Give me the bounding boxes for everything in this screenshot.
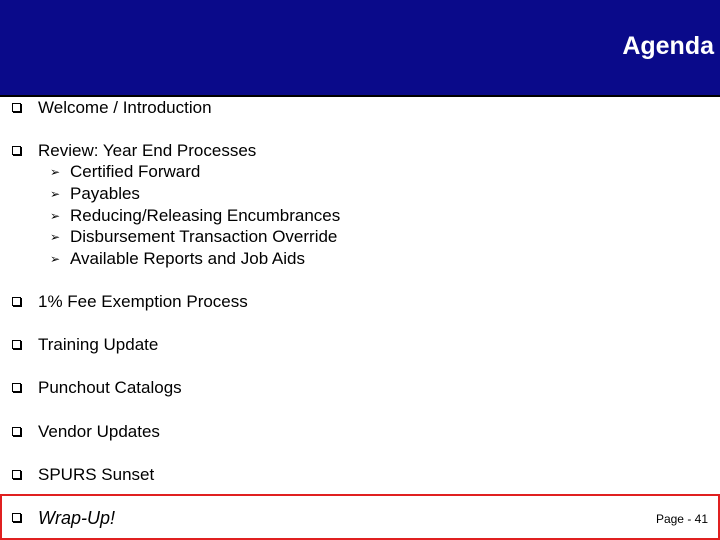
arrow-right-icon: ➢ — [50, 187, 61, 201]
checkbox-square-icon — [12, 513, 21, 522]
checkbox-square-icon — [12, 340, 21, 349]
header-bar — [0, 0, 720, 95]
checkbox-square-icon — [12, 297, 21, 306]
checkbox-square-icon — [12, 146, 21, 155]
checkbox-square-icon — [12, 383, 21, 392]
arrow-right-icon: ➢ — [50, 165, 61, 179]
arrow-right-icon: ➢ — [50, 209, 61, 223]
checkbox-square-icon — [12, 470, 21, 479]
checkbox-square-icon — [12, 103, 21, 112]
checkbox-square-icon — [12, 427, 21, 436]
slide-title: Agenda — [622, 32, 714, 60]
arrow-right-icon: ➢ — [50, 252, 61, 266]
arrow-right-icon: ➢ — [50, 230, 61, 244]
page-number: Page - 41 — [655, 512, 708, 526]
